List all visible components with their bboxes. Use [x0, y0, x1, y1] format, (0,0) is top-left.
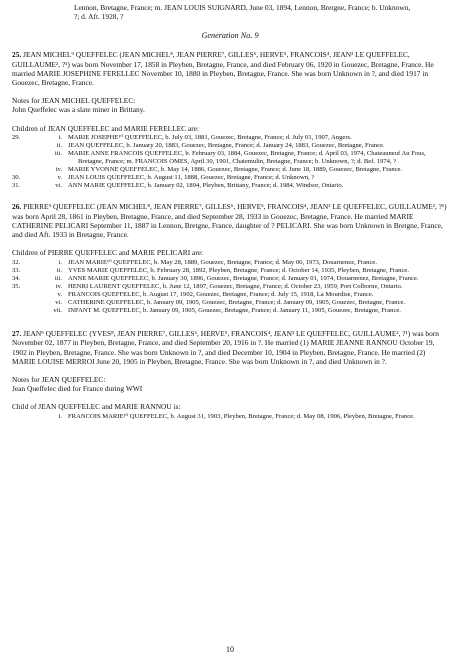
entry-number: 26. — [12, 202, 22, 212]
list-item: 34. iii. ANNE MARIE QUEFFELEC, b. January 30, 1896, Gouezec, Bretagne, France; d. January 01, 1974, Douarnenez, Bretagne, France. — [12, 274, 419, 282]
list-item: 29. i. MARIE JOSEPHE¹⁰ QUEFFELEC, b. July 03, 1881, Gouezec, Bretagne, France; d. July 01, 1907, Angers. — [12, 133, 352, 141]
entry-paragraph — [12, 50, 448, 87]
list-item: vi. CATHERINE QUEFFELEC, b. January 09, 1905, Gouezec, Bretagne, France; d. January 09, 1905, Gouezec, Bretagne, France. — [55, 298, 406, 306]
list-item: 31. vi. ANN MARIE QUEFFELEC, b. January 02, 1894, Pleyben, Brittany, France; d. 1984, Windsor, Ontario. — [12, 182, 344, 190]
list-item: i. FRANCOIS MARIE¹⁰ QUEFFELEC, b. August 31, 1903, Pleyben, Bretagne, France; d. May 08, 1906, Pleyben, Bretagne, France. — [58, 412, 415, 420]
notes-text: John Queffelec was a slate miner in Brittany. — [12, 105, 145, 115]
list-item: ii. JEAN QUEFFELEC, b. January 20, 1883, Gouezec, Bretagne, France; d. January 24, 1883, Gouezec, Bretagne, France. — [56, 141, 385, 149]
children-list — [12, 134, 448, 191]
list-item: 30. v. JEAN LOUIS QUEFFELEC, b. August 11, 1888, Gouezec, Bretagne, France; d. Unknown, ? — [12, 174, 315, 182]
entry-25 — [12, 50, 448, 190]
list-item: v. FRANCOIS QUEFFELEC, b. August 17, 1902, Gouezec, Bretagne, France; d. July 15, 1918, La Mourdise, France. — [57, 290, 374, 298]
children-heading: Children of PIERRE QUEFFELEC and MARIE PELICARI are: — [12, 248, 204, 258]
entry-text: JEAN⁹ QUEFFELEC (YVES⁸, JEAN PIERRE⁷, GILLES⁶, HERVE⁵, FRANCOIS⁴, JEAN³ LE QUEFFELEC, GUILLAUME², ?¹) was born November 02, 1877 in Pleyben, Bretagne, France, and died September 20, 1916 in ?. He married (1) MARIE JEANNE RANNOU October 19, 1902 in Pleyben, Bretagne, France. She was born Unknown in ?, and died December 10, 1904 in Pleyben, Bretagne, France. He married (2) MARIE LOUISE MERROI June 20, 1905 in Pleyben, Bretagne, France. She was born Unknown in ?, and died Unknown in ?. — [12, 329, 439, 366]
list-item: vii. INFANT M. QUEFFELEC, b. January 09, 1905, Gouezec, Bretagne, France; d. January 11, 1905, Gouezec, Bretagne, France. — [53, 307, 401, 315]
entry-26 — [12, 202, 448, 315]
entry-paragraph — [12, 329, 448, 366]
list-item: iv. MARIE YVONNE QUEFFELEC, b. May 14, 1886, Gouezec, Bretagne, France; d. June 18, 1889, Gouezec, Bretagne, France. — [55, 166, 403, 174]
entry-text: JEAN MICHEL⁹ QUEFFELEC (JEAN MICHEL⁸, JEAN PIERRE⁷, GILLES⁶, HERVE⁵, FRANCOIS⁴, JEAN³ LE QUEFFELEC, GUILLAUME², ?¹) was born November 17, 1858 in Pleyben, Bretagne, France, and died February 06, 1920 in Gouezec, Bretagne, France. He married MARIE JOSEPHINE FERELLEC November 10, 1880 in Pleyben, Bretagne, France. She was born Unknown in ?, and died 1917 in Gouezec, Bretagne, France. — [12, 50, 434, 88]
continued-text: Lennon, Bretagne, France; m. JEAN LOUIS SUIGNARD, June 03, 1894, Lennon, Bretgne, France; b. Unknown, ?; d. Aft. 1928, ? — [74, 3, 411, 22]
page-number: 10 — [226, 645, 234, 654]
list-item: 35. iv. HENRI LAURENT QUEFFELEC, b. June 12, 1897, Gouezec, Bretagne, France; d. October 23, 1959, Port Colborne, Ontario. — [12, 282, 403, 290]
notes-heading: Notes for JEAN QUEFFELEC: — [12, 374, 106, 384]
notes-heading: Notes for JEAN MICHEL QUEFFELEC: — [12, 96, 136, 106]
children-heading: Children of JEAN QUEFFELEC and MARIE FERELLEC are: — [12, 123, 200, 133]
notes-text: Jean Queffelec died for France during WWI — [12, 384, 143, 394]
list-item: 32. i. JEAN MARIE¹⁰ QUEFFELEC, b. May 28, 1889, Gouezec, Bretagne, France; d. May 06, 1973, Douarnenez, France. — [12, 258, 377, 266]
list-item: 33. ii. YVES MARIE QUEFFELEC, b. February 28, 1892, Pleyben, Bretagne, France; d. October 14, 1935, Pleyben, Bretagne, France. — [12, 266, 409, 274]
entry-paragraph — [12, 202, 448, 239]
entry-text: PIERRE⁹ QUEFFELEC (JEAN MICHEL⁸, JEAN PIERRE⁷, GILLES⁶, HERVE⁵, FRANCOIS⁴, JEAN³ LE QUEFFELEC, GUILLAUME², ?¹) was born April 28, 1861 in Pleyben, Bretagne, France, and died September 28, 1933 in Gouezec, Bretagne, France. He married MARIE CATHERINE PELICARI September 11, 1887 in Lennon, Bretgne, France, daughter of ? PELICARI. She was born Unknown in Bretgne, France, and died Aft. 1933 in Bretagne, France. — [12, 202, 447, 240]
entry-27 — [12, 329, 448, 421]
entry-number: 25. — [12, 50, 22, 60]
children-heading: Child of JEAN QUEFFELEC and MARIE RANNOU is: — [12, 402, 181, 412]
list-item: iii. MARIE ANNE FRANCOIS QUEFFELEC, b. February 03, 1884, Gouezec, Bretagne, France; d. April 03, 1974, Chateauneuf Au Fous, Bretagne, France; m. FRANCOIS OMES, April 30, 1901, Chatemulin, Bretagne, France; b. Unknown, ?; d. Bef. 1974, ? — [54, 150, 426, 166]
entry-number: 27. — [12, 329, 22, 339]
children-list — [12, 259, 448, 316]
children-list — [12, 413, 448, 421]
generation-heading: Generation No. 9 — [201, 31, 259, 41]
